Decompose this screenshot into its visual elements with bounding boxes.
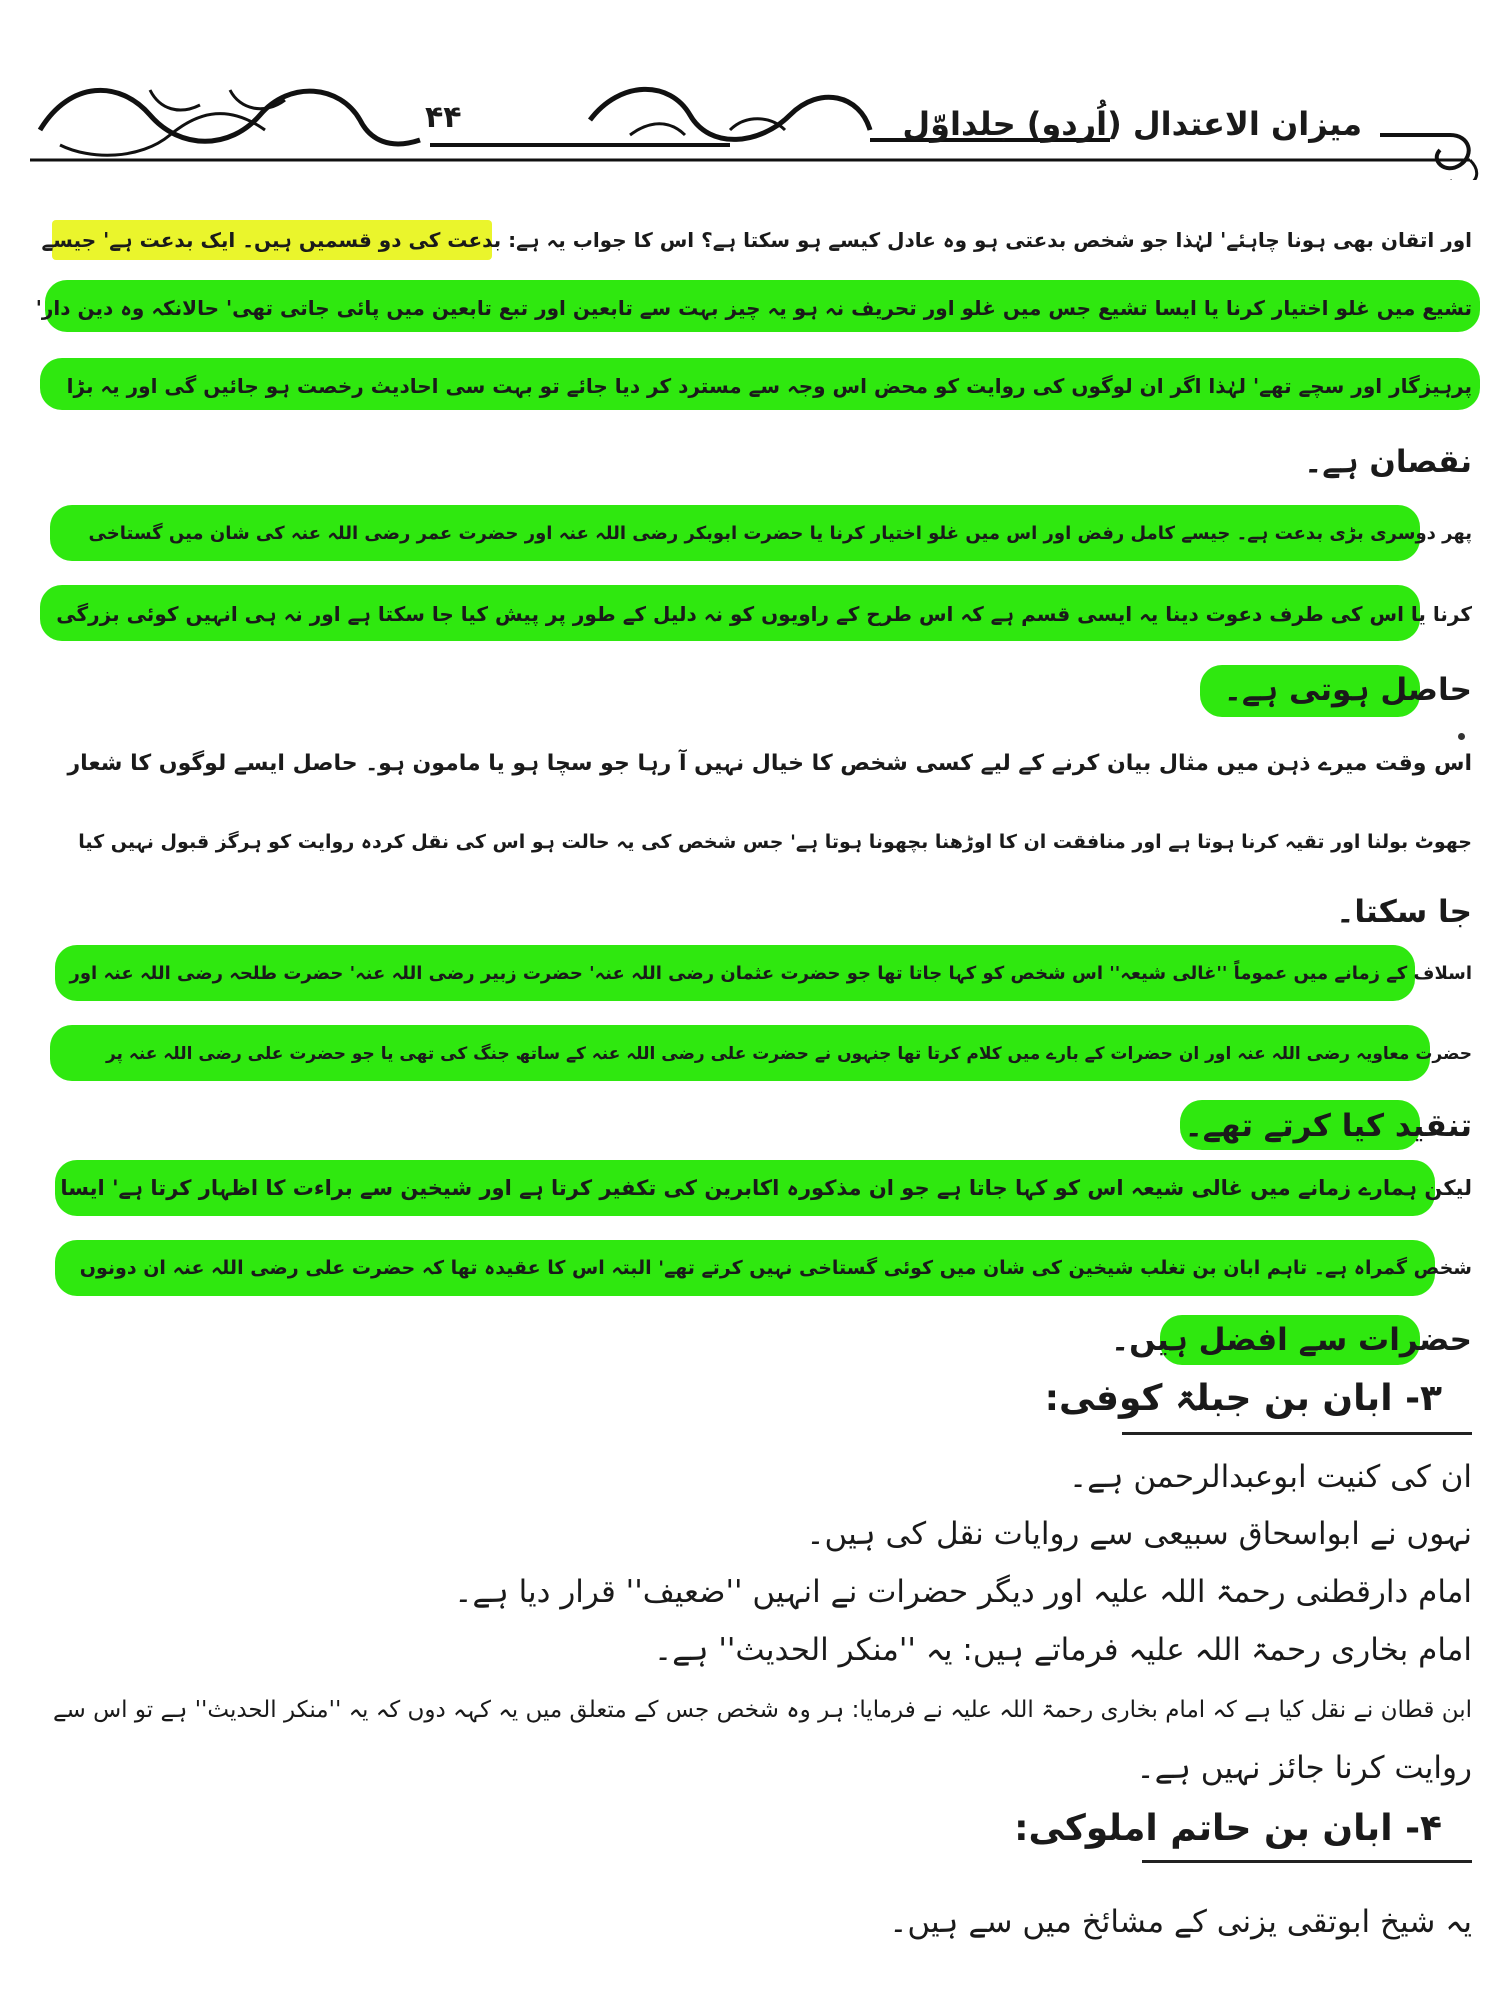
paragraph-1-line-2: تشیع میں غلو اختیار کرنا یا ایسا تشیع جس میں غلو اور تحریف نہ ہو یہ چیز بہت سے تابعین اور تبع تابعین میں پائی جاتی تھی' حالانکہ وہ دین دار'	[35, 296, 1472, 320]
entry-3-line-1: ان کی کنیت ابوعبدالرحمن ہے۔	[1068, 1459, 1472, 1495]
bullet-dot	[1458, 733, 1465, 740]
entry-3-line-5: ابن قطان نے نقل کیا ہے کہ امام بخاری رحمۃ اللہ علیہ نے فرمایا: ہر وہ شخص جس کے متعلق میں یہ کہہ دوں کہ یہ ''منکر الحدیث'' ہے تو اس سے	[53, 1697, 1472, 1723]
entry-4-line-1: یہ شیخ ابوتقی یزنی کے مشائخ میں سے ہیں۔	[889, 1904, 1472, 1940]
paragraph-4-line-3: تنقید کیا کرتے تھے۔	[1184, 1108, 1472, 1144]
entry-3-line-3: امام دارقطنی رحمۃ اللہ علیہ اور دیگر حضرات نے انہیں ''ضعیف'' قرار دیا ہے۔	[454, 1574, 1472, 1610]
paragraph-5-line-1: لیکن ہمارے زمانے میں غالی شیعہ اس کو کہا جاتا ہے جو ان مذکورہ اکابرین کی تکفیر کرتا ہے اور شیخین سے براءت کا اظہار کرتا ہے' ایسا	[60, 1176, 1472, 1200]
heading-underline	[1122, 1432, 1472, 1435]
entry-3-heading: ۳- ابان بن جبلۃ کوفی:	[1044, 1378, 1442, 1419]
book-title: میزان الاعتدال (اُردو) جلداوّل	[902, 105, 1362, 143]
paragraph-2-line-1: پھر دوسری بڑی بدعت ہے۔ جیسے کامل رفض اور اس میں غلو اختیار کرنا یا حضرت ابوبکر رضی اللہ عنہ اور حضرت عمر رضی اللہ عنہ کی شان میں گستاخی	[88, 523, 1472, 544]
paragraph-2-line-3: حاصل ہوتی ہے۔	[1223, 672, 1472, 708]
entry-4-heading: ۴- ابان بن حاتم املوکی:	[1014, 1808, 1442, 1849]
entry-3-line-2: نہوں نے ابواسحاق سبیعی سے روایات نقل کی ہیں۔	[806, 1516, 1472, 1552]
paragraph-3-line-3: جا سکتا۔	[1336, 894, 1472, 930]
paragraph-4-line-1: اسلاف کے زمانے میں عموماً ''غالی شیعہ'' اس شخص کو کہا جاتا تھا جو حضرت عثمان رضی اللہ عنہ' حضرت زبیر رضی اللہ عنہ' حضرت طلحہ رضی اللہ عنہ اور	[69, 963, 1472, 984]
paragraph-2-line-2: کرنا یا اس کی طرف دعوت دینا یہ ایسی قسم ہے کہ اس طرح کے راویوں کو نہ دلیل کے طور پر پیش کیا جا سکتا ہے اور نہ ہی انہیں کوئی بزرگی	[56, 602, 1472, 626]
paragraph-4-line-2: حضرت معاویہ رضی اللہ عنہ اور ان حضرات کے بارے میں کلام کرتا تھا جنہوں نے حضرت علی رضی اللہ عنہ کے ساتھ جنگ کی تھی یا جو حضرت علی رضی اللہ عنہ پر	[105, 1044, 1472, 1064]
paragraph-1-line-1: اور اتقان بھی ہونا چاہئے' لہٰذا جو شخص بدعتی ہو وہ عادل کیسے ہو سکتا ہے؟ اس کا جواب یہ ہے: بدعت کی دو قسمیں ہیں۔ ایک بدعت ہے' جیسے	[41, 228, 1472, 252]
paragraph-1-line-3: پرہیزگار اور سچے تھے' لہٰذا اگر ان لوگوں کی روایت کو محض اس وجہ سے مسترد کر دیا جائے تو بہت سی احادیث رخصت ہو جائیں گی اور یہ بڑا	[66, 374, 1472, 398]
entry-3-line-4: امام بخاری رحمۃ اللہ علیہ فرماتے ہیں: یہ ''منکر الحدیث'' ہے۔	[654, 1632, 1472, 1668]
paragraph-1-line-4: نقصان ہے۔	[1304, 444, 1472, 480]
heading-underline	[1142, 1860, 1472, 1863]
paragraph-3-line-2: جھوٹ بولنا اور تقیہ کرنا ہوتا ہے اور منافقت ان کا اوڑھنا بچھونا ہوتا ہے' جس شخص کی یہ حالت ہو اس کی نقل کردہ روایت کو ہرگز قبول نہیں کیا	[78, 831, 1472, 853]
entry-3-line-6: روایت کرنا جائز نہیں ہے۔	[1136, 1750, 1472, 1786]
paragraph-3-line-1: اس وقت میرے ذہن میں مثال بیان کرنے کے لیے کسی شخص کا خیال نہیں آ رہا جو سچا ہو یا مامون ہو۔ حاصل ایسے لوگوں کا شعار	[67, 751, 1472, 776]
paragraph-5-line-2: شخص گمراہ ہے۔ تاہم ابان بن تغلب شیخین کی شان میں کوئی گستاخی نہیں کرتے تھے' البتہ اس کا عقیدہ تھا کہ حضرت علی رضی اللہ عنہ ان دونوں	[79, 1257, 1472, 1279]
paragraph-5-line-3: حضرات سے افضل ہیں۔	[1111, 1322, 1472, 1358]
page-number: ۴۴	[425, 100, 462, 135]
